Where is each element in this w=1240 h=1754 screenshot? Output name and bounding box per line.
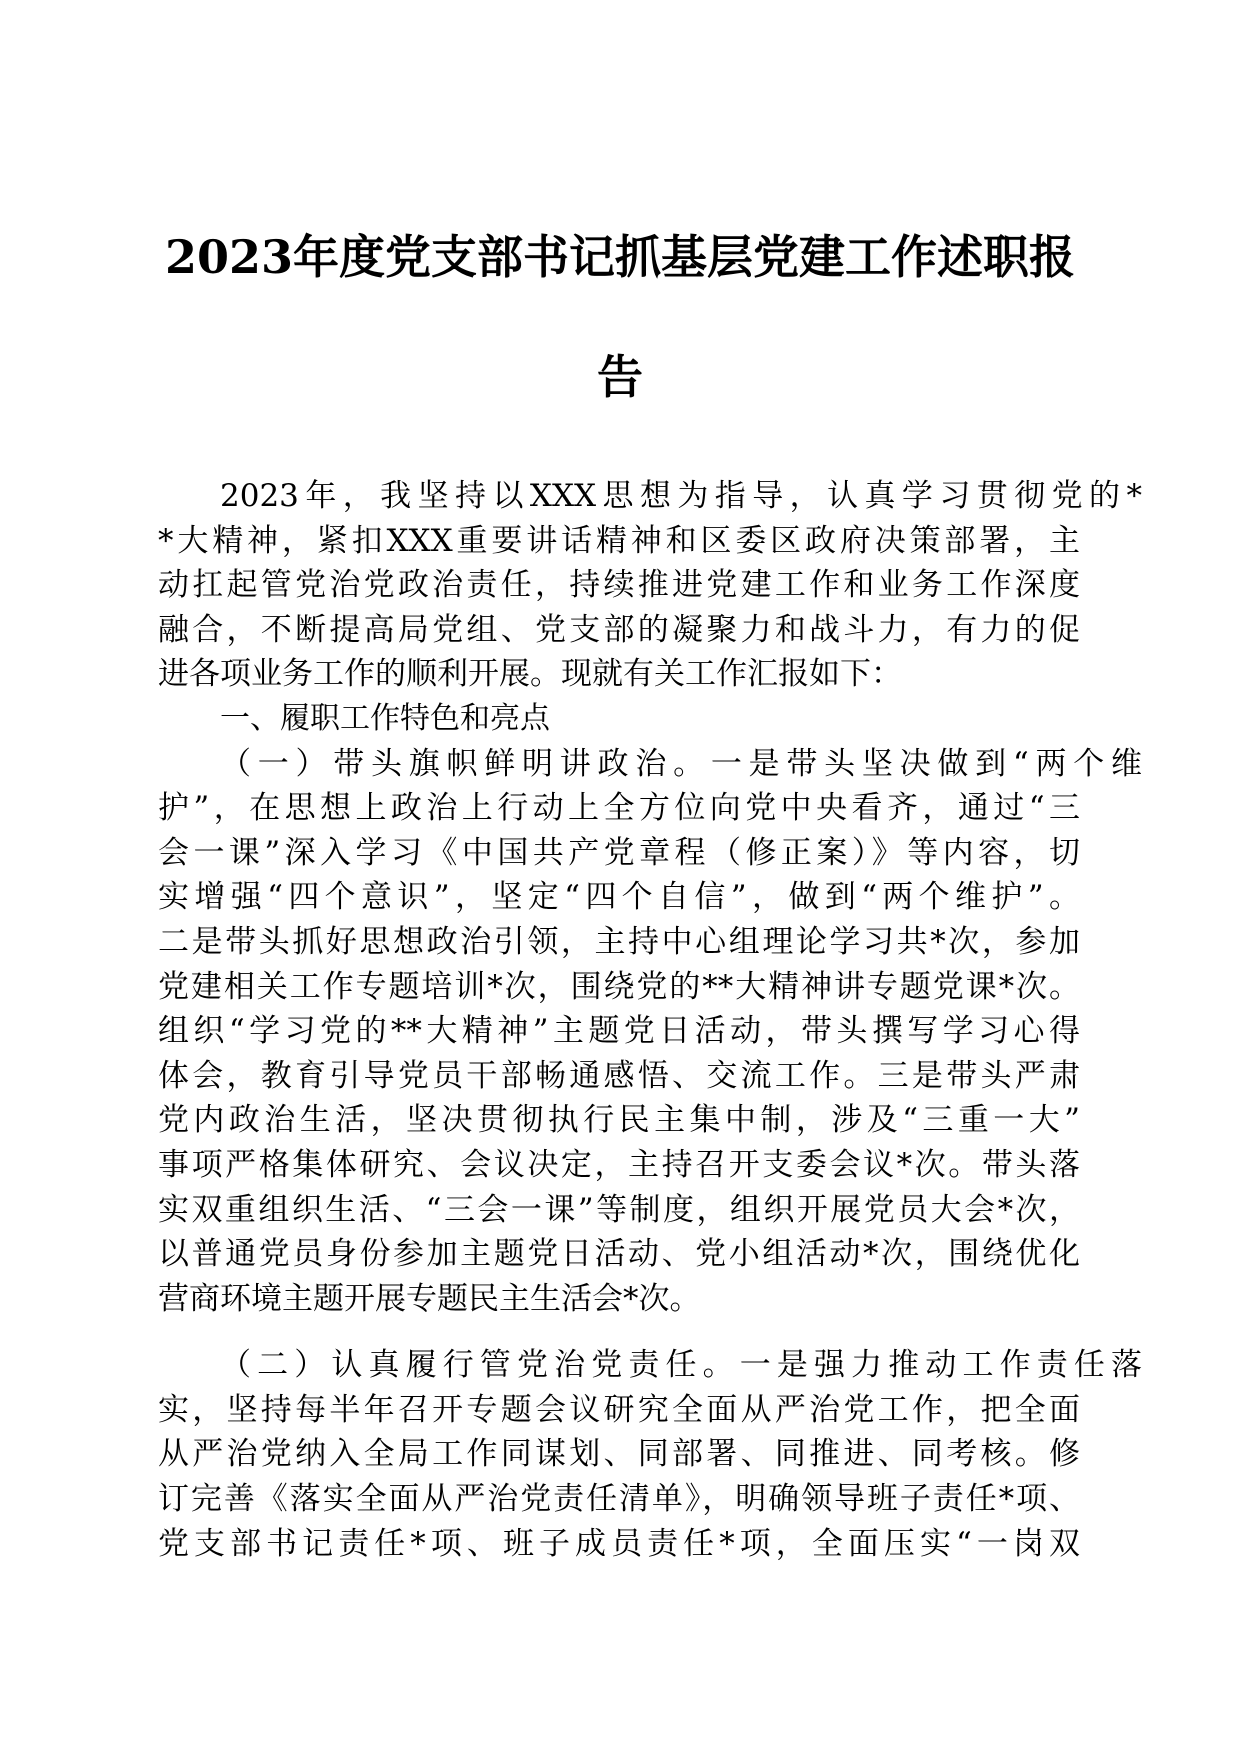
paragraph-line: 党支部书记责任*项、班子成员责任*项，全面压实“一岗双	[158, 1525, 1080, 1562]
paragraph-line: 护”，在思想上政治上行动上全方位向党中央看齐，通过“三	[158, 790, 1080, 827]
paragraph-line: 会一课”深入学习《中国共产党章程（修正案）》等内容，切	[158, 834, 1080, 871]
paragraph-line: 事项严格集体研究、会议决定，主持召开支委会议*次。带头落	[158, 1146, 1080, 1183]
document-title-line-1: 2023年度党支部书记抓基层党建工作述职报	[164, 230, 1076, 284]
paragraph-line: 进各项业务工作的顺利开展。现就有关工作汇报如下：	[158, 656, 902, 693]
paragraph-gap	[158, 1321, 1088, 1343]
document-title-line-2: 告	[597, 350, 643, 404]
paragraph-line: 融合，不断提高局党组、党支部的凝聚力和战斗力，有力的促	[158, 611, 1080, 648]
paragraph-line: 营商环境主题开展专题民主生活会*次。	[158, 1280, 701, 1317]
document-body	[158, 474, 1142, 1566]
paragraph-line: 组织“学习党的**大精神”主题党日活动，带头撰写学习心得	[158, 1013, 1080, 1050]
paragraph-line: 实双重组织生活、“三会一课”等制度，组织开展党员大会*次，	[158, 1191, 1080, 1228]
paragraph-line: （二）认真履行管党治党责任。一是强力推动工作责任落	[220, 1347, 1142, 1384]
paragraph-line: 实增强“四个意识”，坚定“四个自信”，做到“两个维护”。	[158, 879, 1080, 916]
paragraph-line: 二是带头抓好思想政治引领，主持中心组理论学习共*次，参加	[158, 923, 1080, 960]
paragraph-line: 以普通党员身份参加主题党日活动、党小组活动*次，围绕优化	[158, 1236, 1080, 1273]
paragraph-line: 2023年，我坚持以XXX思想为指导，认真学习贯彻党的*	[220, 478, 1142, 514]
section-heading: 一、履职工作特色和亮点	[220, 700, 550, 736]
paragraph-line: 从严治党纳入全局工作同谋划、同部署、同推进、同考核。修	[158, 1436, 1080, 1473]
paragraph-line: 动扛起管党治党政治责任，持续推进党建工作和业务工作深度	[158, 567, 1080, 604]
paragraph-line: 实，坚持每半年召开专题会议研究全面从严治党工作，把全面	[158, 1391, 1080, 1428]
paragraph-line: 党内政治生活，坚决贯彻执行民主集中制，涉及“三重一大”	[158, 1102, 1080, 1139]
paragraph-line: 订完善《落实全面从严治党责任清单》，明确领导班子责任*项、	[158, 1481, 1080, 1518]
paragraph-line: *大精神，紧扣XXX重要讲话精神和区委区政府决策部署，主	[158, 522, 1080, 559]
paragraph-line: （一）带头旗帜鲜明讲政治。一是带头坚决做到“两个维	[220, 745, 1142, 782]
paragraph-line: 体会，教育引导党员干部畅通感悟、交流工作。三是带头严肃	[158, 1057, 1080, 1094]
paragraph-line: 党建相关工作专题培训*次，围绕党的**大精神讲专题党课*次。	[158, 968, 1080, 1005]
